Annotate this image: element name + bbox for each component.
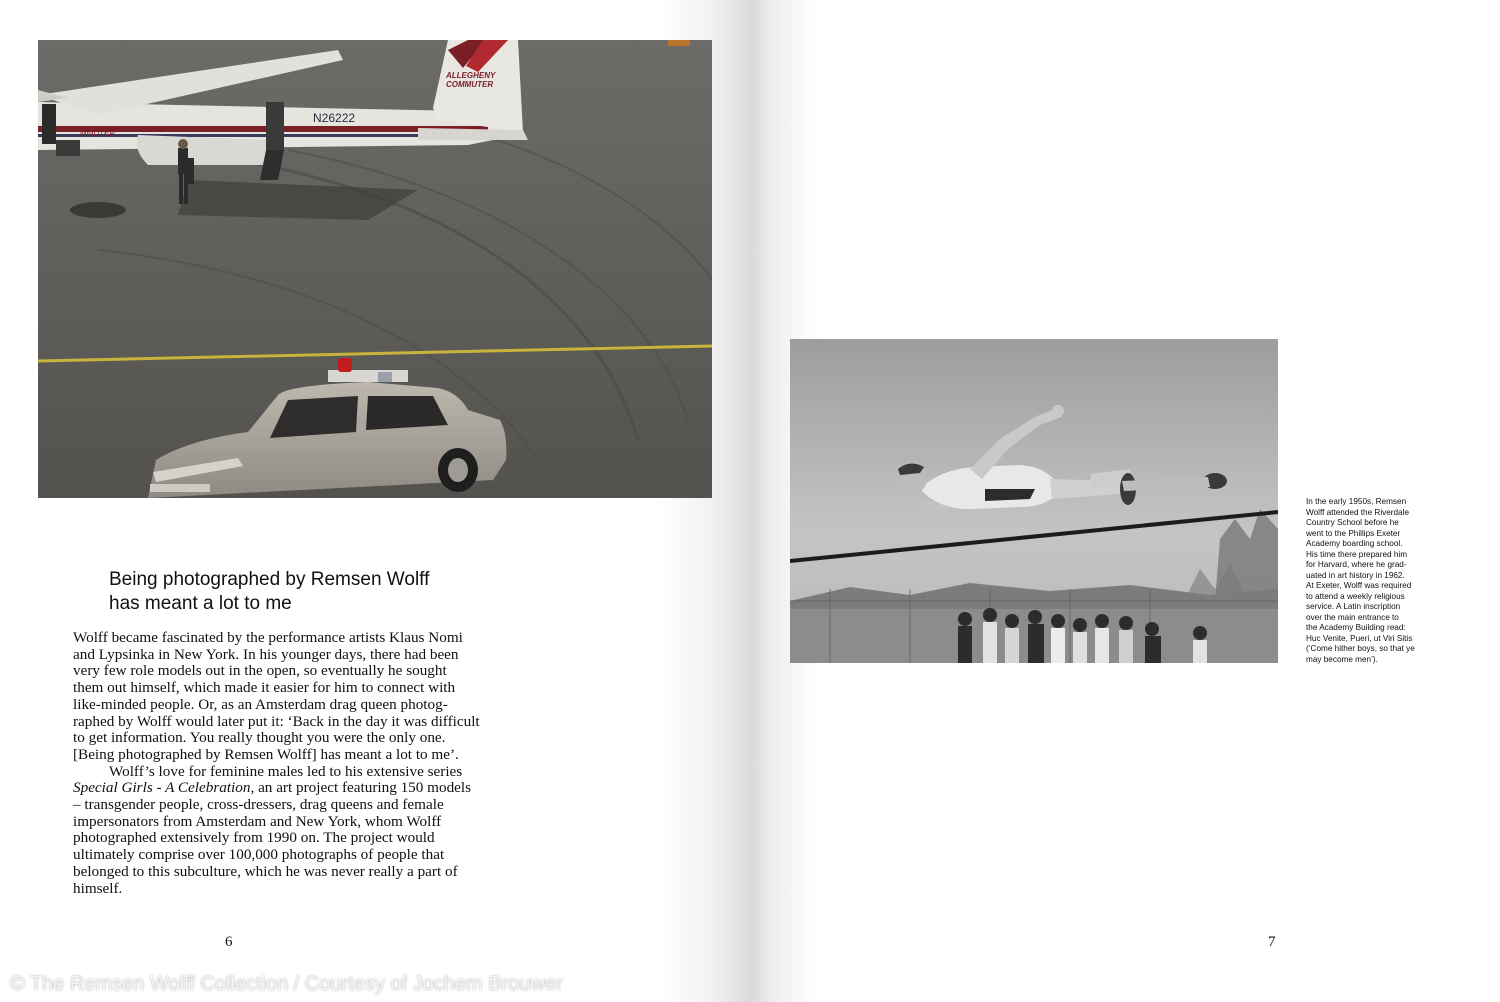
caption-line: His time there prepared him <box>1306 549 1408 559</box>
body-line: raphed by Wolff would later put it: ‘Back in the day it was difficult <box>73 712 480 730</box>
caption-line: may become men’). <box>1306 654 1378 664</box>
caption-line: for Harvard, where he grad- <box>1306 560 1407 569</box>
tail-text-2: COMMUTER <box>446 80 494 89</box>
body-line-mixed <box>73 780 523 797</box>
series-title: Special Girls - A Celebration <box>73 779 251 797</box>
body-line: Wolff’s love for feminine males led to his extensive series <box>109 762 463 780</box>
body-line: very few role models out in the open, so eventually he sought <box>73 662 447 680</box>
caption-line: service. A Latin inscription <box>1306 602 1401 611</box>
caption-line: over the main entrance to <box>1306 612 1399 622</box>
body-line: photographed extensively from 1990 on. The project would <box>73 829 435 847</box>
caption-line: (‘Come hither boys, so that ye <box>1306 644 1415 653</box>
caption-line: Huc Venite, Pueri, ut Viri Sitis <box>1306 633 1413 643</box>
article-body <box>73 630 523 897</box>
photo-caption <box>1306 497 1446 665</box>
body-line: like-minded people. Or, as an Amsterdam drag queen photog- <box>73 695 448 713</box>
page-number-left: 6 <box>225 934 233 950</box>
caption-line: Academy boarding school. <box>1306 539 1403 548</box>
caption-line: uated in art history in 1962. <box>1306 570 1405 580</box>
tail-text-1: ALLEGHENY <box>446 71 496 80</box>
caption-line: Country School before he <box>1306 518 1399 527</box>
body-line-tail: , an art project featuring 150 models <box>250 779 472 797</box>
body-line: belonged to this subculture, which he was never really a part of <box>73 862 458 880</box>
page-number-right: 7 <box>1268 934 1276 950</box>
caption-line: to attend a weekly religious <box>1306 591 1405 601</box>
body-line: Wolff became fascinated by the performance artists Klaus Nomi <box>73 629 463 646</box>
high-jump-photo-illustration <box>790 339 1278 663</box>
article-heading <box>109 568 529 616</box>
plane-registration: N26222 <box>313 111 356 125</box>
body-line: impersonators from Amsterdam and New York, whom Wolff <box>73 812 442 830</box>
body-line: to get information. You really thought you were the only one. <box>73 729 446 747</box>
heading-line: has meant a lot to me <box>109 593 292 614</box>
body-line: ultimately comprise over 100,000 photographs of people that <box>73 846 445 864</box>
caption-line: Wolff attended the Riverdale <box>1306 507 1410 517</box>
airport-photo <box>38 40 712 498</box>
fuselage-text: MMUTER <box>80 129 116 138</box>
body-line: and Lypsinka in New York. In his younger days, there had been <box>73 645 459 663</box>
high-jump-photo <box>790 339 1278 663</box>
body-line: [Being photographed by Remsen Wolff] has meant a lot to me’. <box>73 745 459 763</box>
heading-line: Being photographed by Remsen Wolff <box>109 569 430 590</box>
copyright-watermark: © The Remsen Wolff Collection / Courtesy of Jochem Brouwer <box>10 973 563 995</box>
body-line: himself. <box>73 879 123 897</box>
caption-line: went to the Phillips Exeter <box>1306 528 1401 538</box>
caption-line: In the early 1950s, Remsen <box>1306 497 1407 506</box>
airport-photo-illustration <box>38 40 712 498</box>
body-line: them out himself, which made it easier for him to connect with <box>73 679 456 697</box>
caption-line: the Academy Building read: <box>1306 623 1406 632</box>
body-line: – transgender people, cross-dressers, drag queens and female <box>73 796 444 814</box>
caption-line: At Exeter, Wolff was required <box>1306 581 1412 590</box>
